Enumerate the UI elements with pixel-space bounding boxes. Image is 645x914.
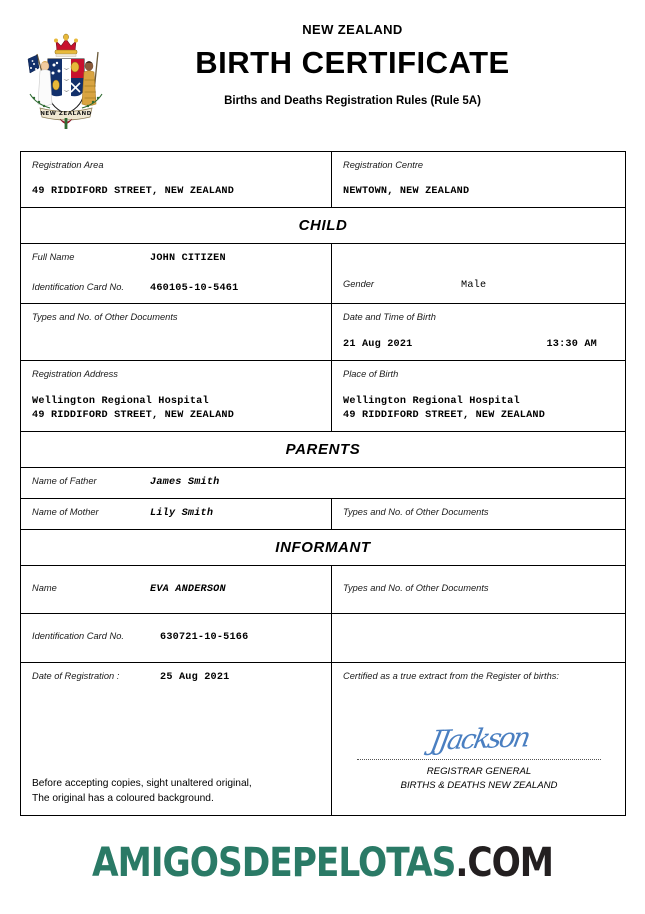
informant-other-documents-cell: [332, 566, 625, 614]
registration-centre-cell: [332, 152, 625, 207]
child-full-name-label: Full Name: [32, 251, 75, 262]
child-gender-label: Gender: [343, 278, 375, 289]
section-heading-informant: INFORMANT: [275, 538, 371, 556]
date-of-registration-value: 25 Aug 2021: [160, 672, 230, 684]
child-gender-field: [343, 278, 615, 294]
child-registration-address-cell: [21, 361, 332, 431]
date-of-registration-cell: [21, 663, 332, 815]
child-full-name-value: JOHN CITIZEN: [150, 252, 226, 264]
child-other-documents-cell: [21, 304, 332, 360]
child-section-row: [21, 208, 625, 244]
informant-name-field: [32, 582, 321, 598]
registration-row: [21, 152, 625, 208]
child-gender-value: Male: [461, 279, 487, 291]
child-date-of-birth-label: Date and Time of Birth: [343, 312, 436, 323]
registration-area-label: Registration Area: [32, 160, 104, 170]
informant-id-card-label: Identification Card No.: [32, 631, 124, 642]
child-other-documents-label: Types and No. of Other Documents: [32, 312, 178, 323]
date-of-registration-field: [32, 670, 321, 686]
child-date-of-birth-cell: [332, 304, 625, 360]
registrar-signature: JJackson: [427, 722, 531, 757]
registration-centre-label: Registration Centre: [343, 160, 424, 170]
child-birth-time-value: 13:30 AM: [546, 338, 597, 350]
registration-rules-subtitle: Births and Deaths Registration Rules (Rule 5A): [224, 95, 481, 107]
child-id-card-label: Identification Card No.: [32, 281, 124, 292]
registrar-caption: [343, 765, 615, 793]
child-full-name-field: [32, 251, 321, 267]
child-identity-row: [21, 244, 625, 305]
copy-notice-line1: Before accepting copies, sight unaltered original,: [32, 777, 252, 789]
informant-name-cell: [21, 566, 332, 614]
registrar-title-line1: REGISTRAR GENERAL: [426, 766, 532, 778]
informant-name-label: Name: [32, 582, 57, 593]
date-of-registration-label: Date of Registration :: [32, 671, 120, 682]
child-gender-cell: [332, 244, 625, 304]
child-documents-birth-row: [21, 304, 625, 361]
registration-area-value: 49 RIDDIFORD STREET, NEW ZEALAND: [32, 186, 235, 198]
child-id-card-value: 460105-10-5461: [150, 282, 239, 294]
svg-text:NEW ZEALAND: NEW ZEALAND: [40, 111, 92, 118]
watermark-tld: .COM: [455, 840, 553, 886]
mother-name-field: [32, 506, 321, 522]
informant-name-row: [21, 566, 625, 615]
copy-notice-line2: The original has a coloured background.: [32, 792, 214, 804]
document-title: BIRTH CERTIFICATE: [195, 45, 510, 80]
father-name-label: Name of Father: [32, 476, 97, 487]
certification-row: [21, 663, 625, 815]
mother-cell: [21, 499, 332, 529]
copy-notice: [32, 776, 252, 807]
father-row: [21, 468, 625, 499]
informant-id-card-value: 630721-10-5166: [160, 632, 249, 644]
certification-cell: [332, 663, 625, 815]
parents-section-row: [21, 432, 625, 468]
informant-id-card-cell: [21, 614, 332, 662]
child-place-of-birth-label: Place of Birth: [343, 369, 399, 380]
registration-area-cell: [21, 152, 332, 207]
father-name-field: [32, 475, 615, 491]
father-cell: [21, 468, 625, 498]
certificate-table: [20, 151, 626, 816]
registration-centre-value: NEWTOWN, NEW ZEALAND: [343, 186, 470, 198]
informant-id-blank-cell: [332, 614, 625, 662]
signature-dotted-line: [357, 759, 601, 760]
child-birth-date-value: 21 Aug 2021: [343, 338, 413, 350]
parents-other-documents-label: Types and No. of Other Documents: [343, 506, 489, 517]
parents-other-documents-cell: [332, 499, 625, 529]
section-heading-child: CHILD: [298, 216, 348, 234]
country-name: NEW ZEALAND: [302, 22, 403, 37]
signature-block: [343, 682, 615, 757]
child-place-of-birth-line1: Wellington Regional Hospital: [343, 395, 520, 407]
mother-row: [21, 499, 625, 530]
child-place-of-birth-line2: 49 RIDDIFORD STREET, NEW ZEALAND: [343, 410, 546, 422]
section-heading-parents: PARENTS: [285, 441, 361, 459]
child-id-card-field: [32, 281, 321, 297]
mother-name-label: Name of Mother: [32, 506, 99, 517]
child-registration-address-label: Registration Address: [32, 369, 118, 380]
father-name-value: James Smith: [150, 477, 220, 489]
watermark-site-name: AMIGOSDEPELOTAS: [91, 840, 456, 886]
informant-section-row: [21, 530, 625, 566]
mother-name-value: Lily Smith: [150, 507, 214, 519]
child-place-of-birth-cell: [332, 361, 625, 431]
informant-name-value: EVA ANDERSON: [150, 583, 226, 595]
certified-extract-label: Certified as a true extract from the Register of births:: [343, 671, 559, 682]
site-watermark: [45, 840, 600, 886]
new-zealand-coat-of-arms-icon: [20, 28, 112, 132]
document-header: [0, 0, 645, 142]
registrar-title-line2: BIRTHS & DEATHS NEW ZEALAND: [400, 780, 558, 792]
informant-id-card-field: [32, 630, 321, 646]
informant-other-documents-label: Types and No. of Other Documents: [343, 582, 489, 593]
child-identity-cell: [21, 244, 332, 304]
informant-id-row: [21, 614, 625, 663]
child-registration-address-line1: Wellington Regional Hospital: [32, 395, 209, 407]
child-registration-address-line2: 49 RIDDIFORD STREET, NEW ZEALAND: [32, 410, 235, 422]
child-address-row: [21, 361, 625, 432]
